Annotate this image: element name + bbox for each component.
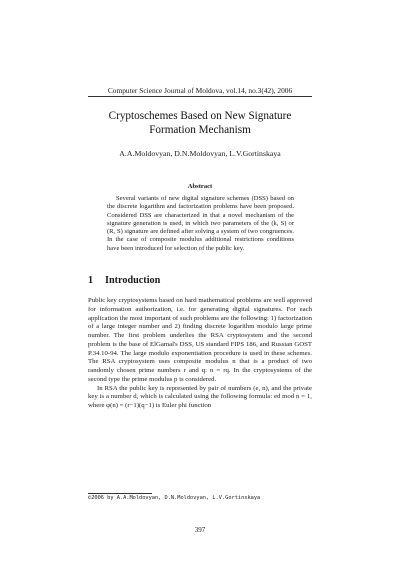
running-head: Computer Science Journal of Moldova, vol.14, no.3(42), 2006 (107, 86, 293, 95)
header-rule (88, 96, 312, 97)
title-line-1: Cryptoschemes Based on New Signature (108, 110, 292, 122)
section-heading (88, 275, 312, 287)
body-paragraph-2: In RSA the public key is represented by pair of numbers (e, n), and the private key is a number d, which is calculated using the following formula: ed mod n = 1, where φ(n) = (r−1)(q−1) is Euler phi function (88, 384, 312, 409)
copyright-footnote: ©2006 by A.A.Moldovyan, D.N.Moldovyan, L.V.Gortinskaya (88, 495, 261, 501)
section-title: Introduction (105, 275, 161, 286)
footnote-rule (88, 493, 152, 494)
abstract-text: Several variants of new digital signature schemes (DSS) based on the discrete logarithm and factorization problems have been proposed. Considered DSS are characterized in that a novel mechanism of the signature generation is used, in which two parameters of the (k, S) or (R, S) signature are defined after solving a system of two congruences. In the case of composite modulus additional restrictions conditions have been introduced for selection of the public key. (107, 195, 294, 252)
abstract-heading: Abstract (187, 183, 213, 190)
body-text (88, 297, 312, 411)
author-list: A.A.Moldovyan, D.N.Moldovyan, L.V.Gortinskaya (119, 149, 281, 158)
title-line-2: Formation Mechanism (149, 123, 251, 136)
section-number: 1 (88, 275, 94, 286)
body-paragraph-1: Public key cryptosystems based on hard mathematical problems are well approved for information authorization, i.e. for generating digital signatures. For each application the most important of such problems are the following: 1) factorization of a large integer number and 2) finding discrete logarithm modulo large prime number. The first problem underlies the RSA cryptosystem and the second problem is the base of ElGamal's DSS, US standard FIPS 186, and Russian GOST P.34.10-94. The large modulo exponentiation procedure is used in these schemes. The RSA cryptosystem uses composite modulus n that is a product of two randomly chosen prime numbers r and q: n = rq. In the cryptosystems of the second type the prime modulus p is considered. (88, 297, 312, 383)
page-number: 397 (194, 526, 206, 534)
paper-title (88, 110, 312, 137)
